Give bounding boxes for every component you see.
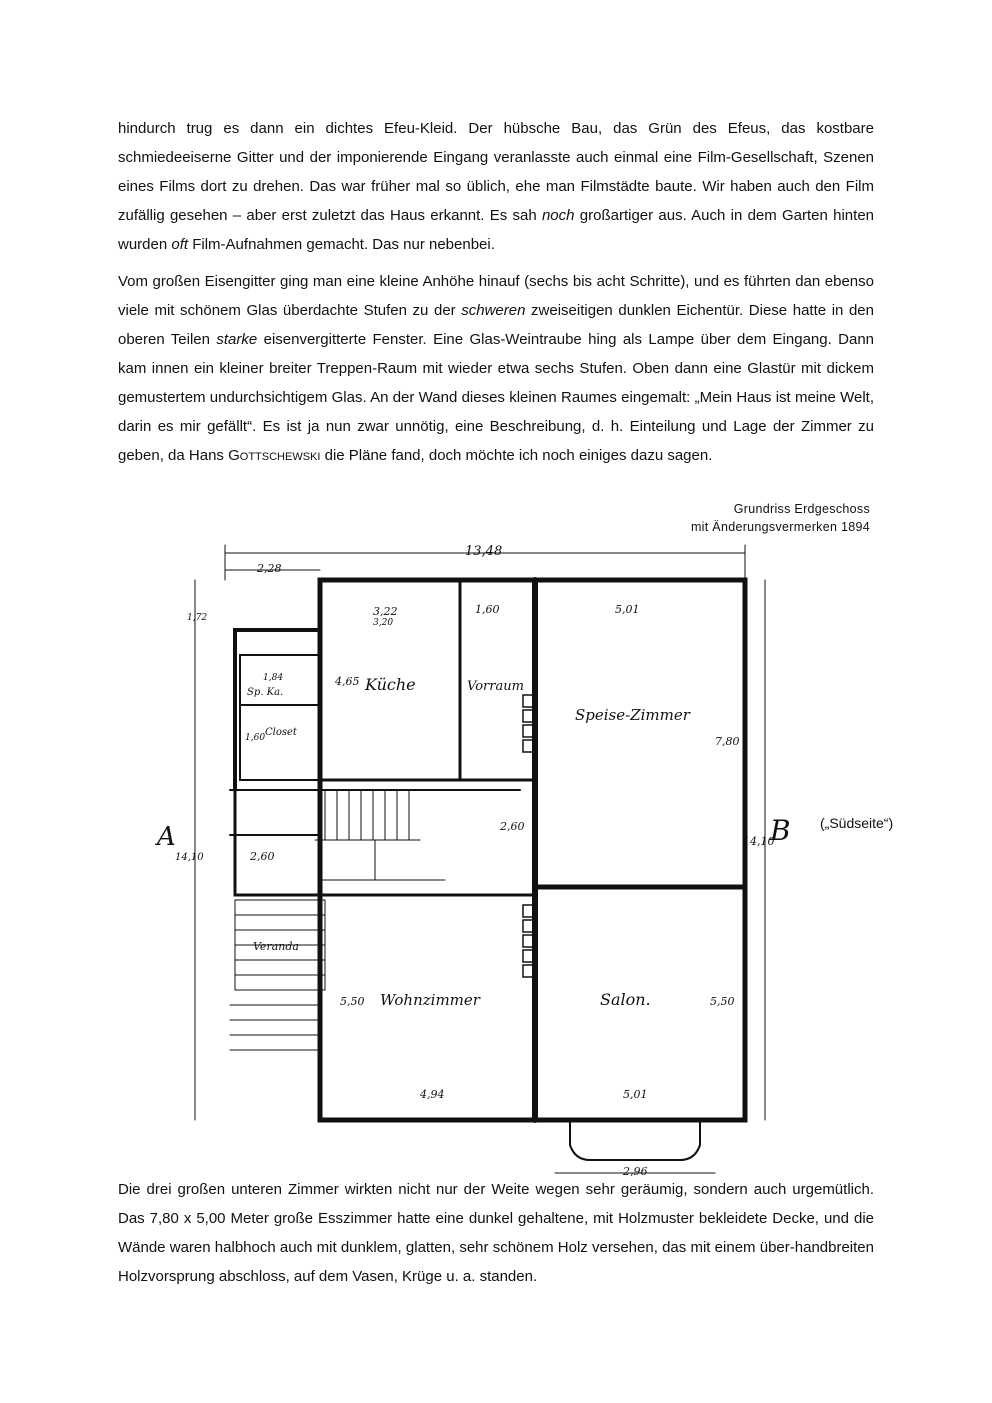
dimension-lines [195, 545, 765, 1173]
text-segment: oft [171, 236, 189, 253]
chimney-blocks [523, 695, 533, 977]
dim-320: 3,20 [373, 618, 394, 628]
veranda-steps [230, 900, 325, 1050]
room-speisezimmer: Speise-Zimmer [575, 706, 690, 724]
text-segment: ottschewski [239, 447, 321, 464]
staircase [315, 790, 445, 880]
dim-501-bottom: 5,01 [623, 1088, 648, 1101]
bay-window [570, 1120, 700, 1160]
dim-322: 3,22 [373, 605, 398, 618]
room-vorraum: Vorraum [467, 679, 524, 694]
dim-296: 2,96 [623, 1165, 648, 1178]
floor-plan-drawing [145, 535, 791, 1178]
room-wohnzimmer: Wohnzimmer [380, 991, 480, 1009]
annex-wall [235, 580, 320, 790]
annex-wall-lower [235, 790, 320, 895]
room-speisekammer: Sp. Ka. [247, 687, 284, 698]
paragraph-3 [118, 1175, 874, 1291]
caption-line-1: Grundriss Erdgeschoss [733, 502, 870, 516]
dim-1410-left: 14,10 [175, 852, 204, 863]
room-closet: Closet [265, 727, 297, 738]
text-segment: die Pläne fand, doch möchte ich noch einiges dazu sagen. [320, 447, 713, 464]
axis-label-a: A [157, 822, 176, 852]
floor-plan [145, 535, 791, 1178]
dim-228: 2,28 [257, 562, 282, 575]
text-segment: Film-Aufnahmen gemacht. Das nur nebenbei. [188, 236, 495, 253]
paragraph-2 [118, 267, 874, 470]
text-segment: noch [541, 207, 575, 224]
dim-160: 1,60 [475, 603, 500, 616]
room-salon: Salon. [600, 990, 651, 1009]
dim-260-a: 2,60 [500, 820, 525, 833]
side-note-suedseite: („Südseite“) [820, 815, 894, 831]
dim-1410: 14,10 [743, 835, 775, 848]
text-segment: Die drei großen unteren Zimmer wirkten nicht nur der Weite wegen sehr geräumig, sondern auch urgemütlich. Das 7,80 x 5,00 Meter große Esszimmer hatte eine dunkel gehaltene, mit Holzmuster bekleidete Decke, und die Wände waren halbhoch auch mit dunklem, glatten, sehr schönem Holz versehen, das mit einem über-handbreiten Holzvorsprung abschloss, auf dem Vasen, Krüge u. a. standen. [118, 1181, 874, 1285]
dim-184: 1,84 [263, 673, 284, 683]
dim-550-a: 5,50 [340, 995, 365, 1008]
dim-494: 4,94 [420, 1088, 445, 1101]
dim-550-b: 5,50 [710, 995, 735, 1008]
text-segment: schweren [461, 302, 526, 319]
dim-total-width: 13,48 [465, 544, 503, 559]
text-segment: hindurch trug es dann ein dichtes Efeu-Kleid. Der hübsche Bau, das Grün des Efeus, das kostbare schmiedeeiserne Gitter und der imponierende Eingang veranlasste auch einmal eine Film-Gesellschaft, Szenen eines Films dort zu drehen. Das war früher mal so üblich, ehe man Filmstädte baute. Wir haben auch den Film zufällig gesehen – aber erst zuletzt das Haus erkannt. Es sah [118, 120, 874, 224]
dim-260-b: 2,60 [250, 850, 275, 863]
dim-172: 1,72 [187, 613, 208, 623]
axis-label-b: B [770, 814, 791, 847]
paragraph-1 [118, 114, 874, 259]
room-veranda: Veranda [253, 940, 299, 953]
figure-caption [691, 500, 870, 536]
dim-780: 7,80 [715, 735, 740, 748]
text-segment: eisenvergitterte Fenster. Eine Glas-Weintraube hing als Lampe über dem Eingang. Dann kam innen ein kleiner breiter Treppen-Raum mit wieder etwa sechs Stufen. Oben dann eine Glastür mit dickem gemustertem undurchsichtigem Glas. An der Wand dieses kleinen Raumes eingemalt: „Mein Haus ist meine Welt, darin es mir gefällt“. Es ist ja nun zwar unnötig, eine Beschreibung, d. h. Einteilung und Lage der Zimmer zu geben, da Hans G [118, 331, 875, 464]
dim-160-b: 1,60 [245, 733, 266, 743]
dim-501-top: 5,01 [615, 603, 640, 616]
text-segment: großartiger aus. Auch in dem Garten hinten wurden [118, 207, 875, 253]
text-segment: Vom großen Eisengitter ging man eine kleine Anhöhe hinauf (sechs bis acht Schritte), und es führten dan ebenso viele mit schönem Glas überdachte Stufen zu der [118, 273, 874, 319]
text-segment: zweiseitigen dunklen Eichentür. Diese hatte in den oberen Teilen [118, 302, 874, 348]
dim-465: 4,65 [335, 675, 360, 688]
caption-line-2: mit Änderungsvermerken 1894 [690, 520, 870, 534]
room-kueche: Küche [365, 675, 416, 694]
text-segment: starke [216, 331, 258, 348]
